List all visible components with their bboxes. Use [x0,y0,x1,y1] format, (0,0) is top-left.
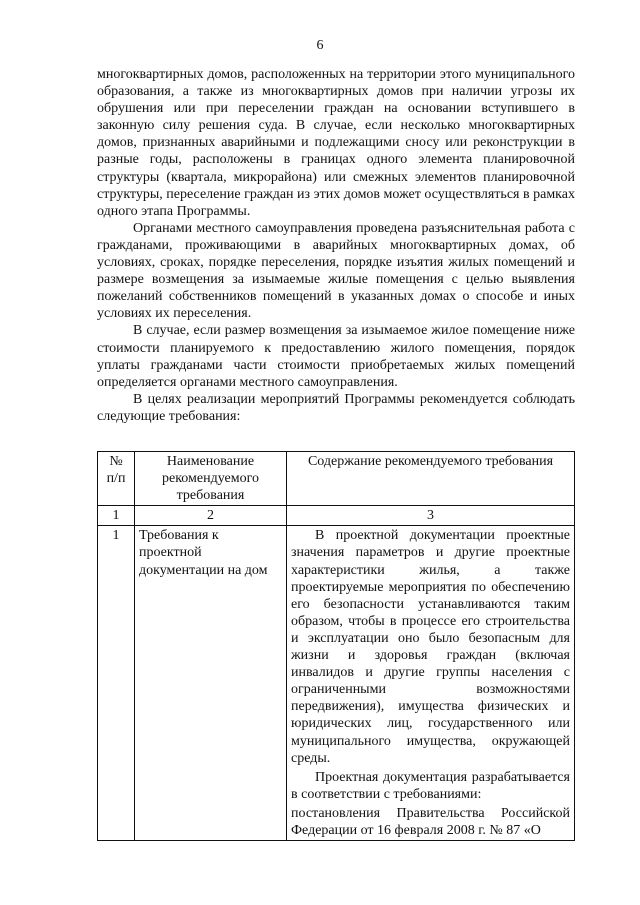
content-paragraph-2: Проектная документация разрабатывается в соответствии с требованиями: [291,769,570,802]
column-number-1: 1 [98,506,135,526]
document-body [97,66,575,425]
header-content: Содержание рекомендуемого требования [287,452,575,506]
paragraph-4: В целях реализации мероприятий Программы рекомендуется соблюдать следующие требования: [97,391,575,424]
row-requirement-content [287,526,575,841]
page-number: 6 [316,38,324,53]
column-number-row [98,506,575,526]
row-number: 1 [98,526,135,841]
table-row [98,526,575,841]
content-paragraph-3: постановления Правительства Российской Федерации от 16 февраля 2008 г. № 87 «О [291,805,570,838]
content-paragraph-1: В проектной документации проектные значения параметров и другие проектные характеристики жилья, а также проектируемые мероприятия по обеспечению его безопасности устанавливаются таким образом, чтобы в процессе его строительства и эксплуатации оно было безопасным для жизни и здоровья граждан (включая инвалидов и другие группы населения с ограниченными возможностями передвижения), имущества физических и юридических лиц, государственного или муниципального имущества, окружающей среды. [291,528,570,766]
paragraph-2: Органами местного самоуправления проведена разъяснительная работа с гражданами, проживающими в аварийных многоквартирных домах, об условиях, сроках, порядке переселения, порядке изъятия жилых помещений и размере возмещения за изымаемые жилые помещения с целью выявления пожеланий собственников помещений в указанных домах о способе и иных условиях их переселения. [97,220,575,322]
row-requirement-name: Требования к проектной документации на дом [135,526,287,841]
table-header-row [98,452,575,506]
header-number: № п/п [98,452,135,506]
requirements-table [97,451,575,841]
header-name: Наименование рекомендуемого требования [135,452,287,506]
paragraph-3: В случае, если размер возмещения за изымаемое жилое помещение ниже стоимости планируемого к предоставлению жилого помещения, порядок уплаты гражданами части стоимости приобретаемых жилых помещений определяется органами местного самоуправления. [97,323,575,390]
column-number-2: 2 [135,506,287,526]
paragraph-1: многоквартирных домов, расположенных на территории этого муниципального образования, а также из многоквартирных домов при наличии угрозы их обрушения или при переселении граждан на основании вступившего в законную силу решения суда. В случае, если несколько многоквартирных домов, признанных аварийными и подлежащими сносу или реконструкции в разные годы, расположены в границах одного элемента планировочной структуры (квартала, микрорайона) или смежных элементов планировочной структуры, переселение граждан из этих домов может осуществляться в рамках одного этапа Программы. [97,67,575,219]
column-number-3: 3 [287,506,575,526]
